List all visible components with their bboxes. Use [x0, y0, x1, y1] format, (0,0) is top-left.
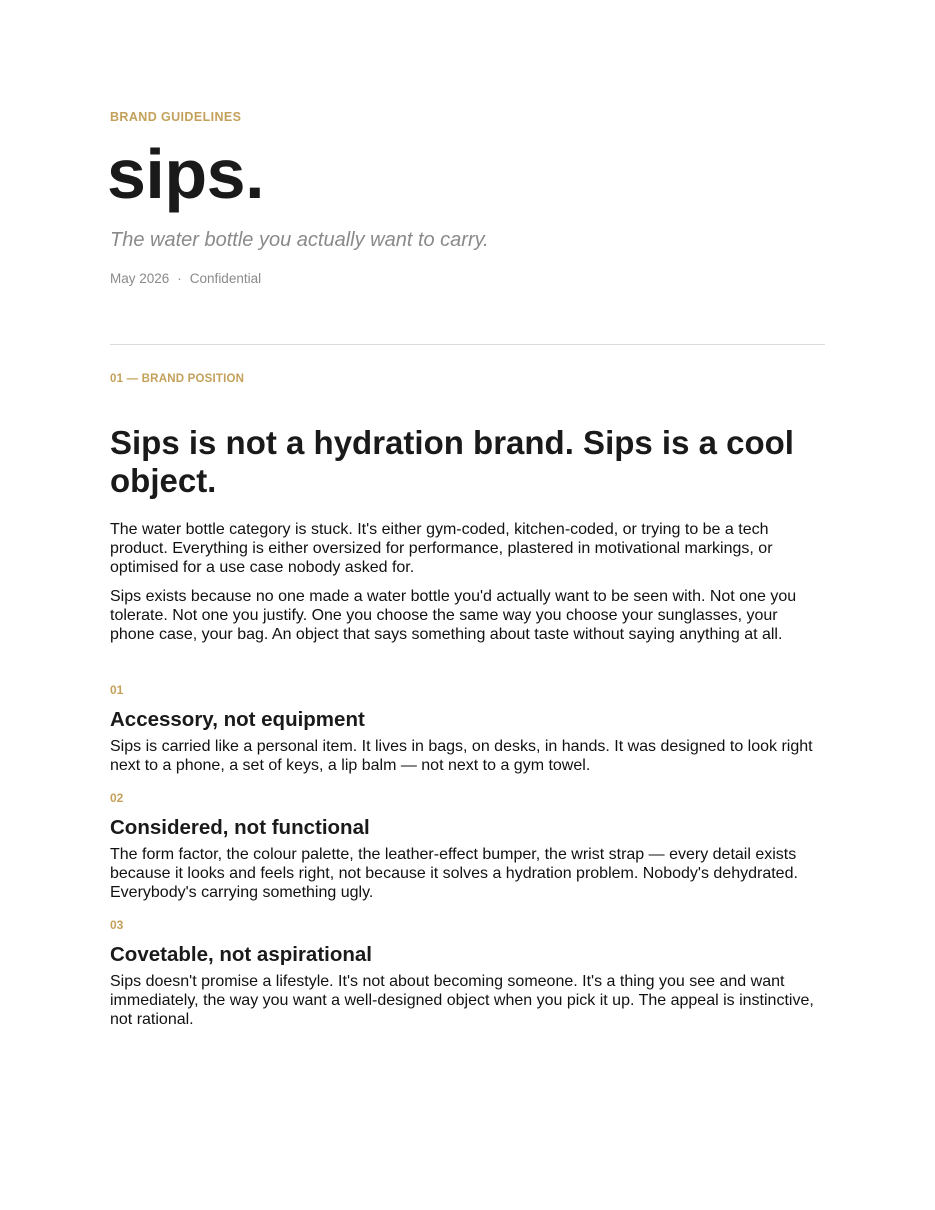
pillar-body: The form factor, the colour palette, the leather-effect bumper, the wrist strap — every detail exists because it looks and feels right, not because it solves a hydration problem. Nobody's dehydrated. Everybody's carrying something ugly.	[110, 846, 798, 902]
pillar-title: Considered, not functional	[110, 816, 370, 839]
section-headline: Sips is not a hydration brand. Sips is a cool object.	[110, 424, 794, 499]
meta-separator: ·	[177, 271, 182, 286]
pillar-title: Accessory, not equipment	[110, 708, 365, 731]
pillar-number: 03	[110, 918, 124, 932]
section-label: 01 — BRAND POSITION	[110, 373, 245, 385]
document-meta	[110, 271, 261, 286]
pillar-item	[110, 683, 825, 775]
body-paragraph: Sips exists because no one made a water bottle you'd actually want to be seen with. Not one you tolerate. Not one you justify. One you choose the same way you choose your sunglasses, your phone case, your bag. An object that says something about taste without saying anything at all.	[110, 588, 797, 644]
pillar-body: Sips is carried like a personal item. It lives in bags, on desks, in hands. It was designed to look right next to a phone, a set of keys, a lip balm — not next to a gym towel.	[110, 738, 813, 775]
document-date: May 2026	[110, 271, 170, 286]
section-divider	[110, 344, 825, 345]
pillar-number: 01	[110, 683, 124, 697]
brand-logo: sips.	[107, 135, 265, 213]
document-classification: Confidential	[189, 271, 262, 286]
pillar-item	[110, 918, 825, 1030]
body-paragraph: The water bottle category is stuck. It's either gym-coded, kitchen-coded, or trying to be a tech product. Everything is either oversized for performance, plastered in motivational markings, or optimised for a use case nobody asked for.	[110, 521, 773, 577]
pillar-number: 02	[110, 791, 124, 805]
brand-tagline: The water bottle you actually want to carry.	[110, 229, 489, 251]
pillar-body: Sips doesn't promise a lifestyle. It's not about becoming someone. It's a thing you see and want immediately, the way you want a well-designed object when you pick it up. The appeal is instinctive, not rational.	[110, 973, 814, 1029]
pillar-item	[110, 791, 825, 903]
document-eyebrow: BRAND GUIDELINES	[110, 110, 242, 124]
pillar-title: Covetable, not aspirational	[110, 943, 372, 966]
